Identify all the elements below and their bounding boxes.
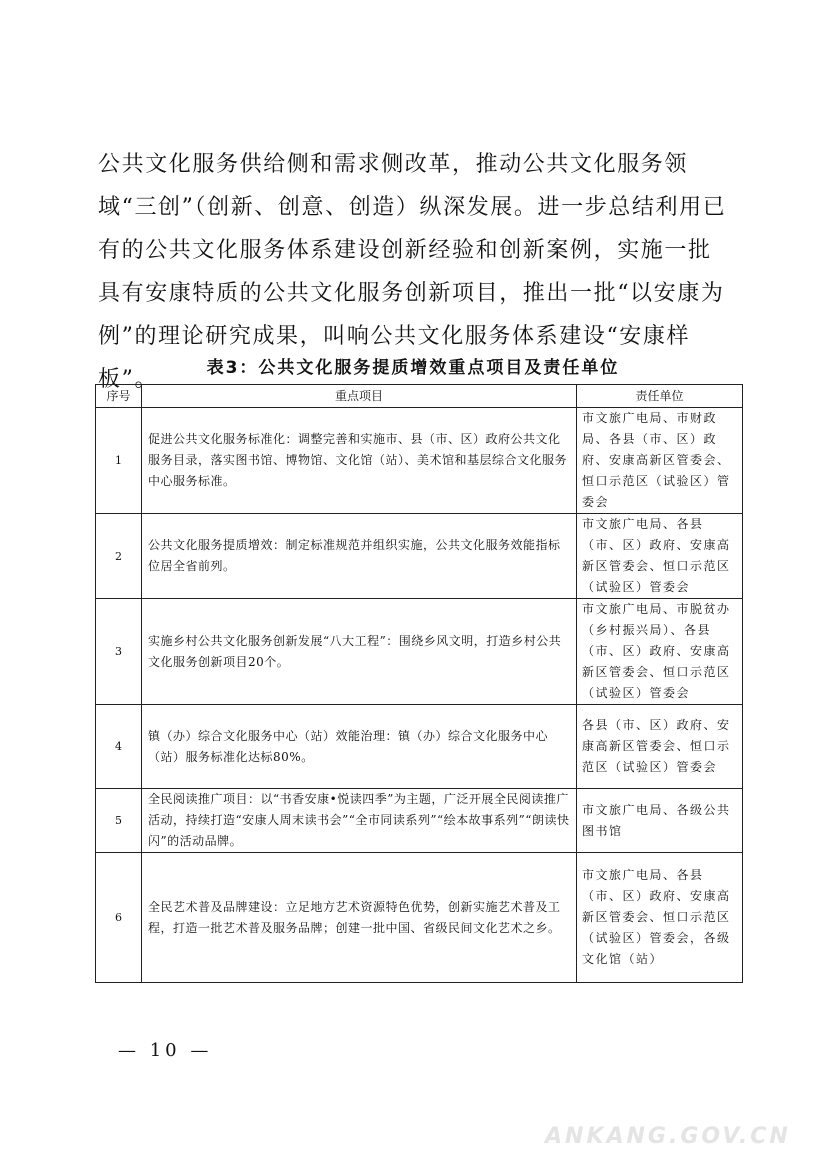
table-row [96, 408, 743, 514]
table-row [96, 599, 743, 705]
row-unit: 市文旅广电局、各县（市、区）政府、安康高新区管委会、恒口示范区（试验区）管委会 [577, 514, 743, 599]
row-number: 1 [96, 408, 142, 514]
page-number: — 10 — [118, 1040, 213, 1061]
row-item: 镇（办）综合文化服务中心（站）效能治理：镇（办）综合文化服务中心（站）服务标准化达标80%。 [142, 705, 577, 789]
table-title: 表3：公共文化服务提质增效重点项目及责任单位 [206, 358, 620, 378]
header-item: 重点项目 [142, 385, 577, 408]
table-row [96, 853, 743, 983]
table-row [96, 789, 743, 853]
row-number: 3 [96, 599, 142, 705]
row-item: 全民艺术普及品牌建设：立足地方艺术资源特色优势，创新实施艺术普及工程，打造一批艺术普及服务品牌；创建一批中国、省级民间文化艺术之乡。 [142, 853, 577, 983]
row-unit: 市文旅广电局、各级公共图书馆 [577, 789, 743, 853]
row-number: 6 [96, 853, 142, 983]
row-number: 4 [96, 705, 142, 789]
header-unit: 责任单位 [577, 385, 743, 408]
row-unit: 各县（市、区）政府、安康高新区管委会、恒口示范区（试验区）管委会 [577, 705, 743, 789]
row-number: 2 [96, 514, 142, 599]
table-header-row [96, 385, 743, 408]
row-item: 实施乡村公共文化服务创新发展“八大工程”：围绕乡风文明，打造乡村公共文化服务创新项目20个。 [142, 599, 577, 705]
row-unit: 市文旅广电局、市财政局、各县（市、区）政府、安康高新区管委会、恒口示范区（试验区）管委会 [577, 408, 743, 514]
header-no: 序号 [96, 385, 142, 408]
projects-table [95, 384, 743, 983]
site-watermark: ANKANG.GOV.CN [545, 1124, 791, 1149]
row-unit: 市文旅广电局、市脱贫办（乡村振兴局）、各县（市、区）政府、安康高新区管委会、恒口示范区（试验区）管委会 [577, 599, 743, 705]
intro-paragraph: 公共文化服务供给侧和需求侧改革，推动公共文化服务领域“三创”（创新、创意、创造）纵深发展。进一步总结利用已有的公共文化服务体系建设创新经验和创新案例，实施一批具有安康特质的公共文化服务创新项目，推出一批“以安康为例”的理论研究成果，叫响公共文化服务体系建设“安康样板”。 [98, 152, 727, 392]
row-number: 5 [96, 789, 142, 853]
row-item: 公共文化服务提质增效：制定标准规范并组织实施，公共文化服务效能指标位居全省前列。 [142, 514, 577, 599]
table-row [96, 705, 743, 789]
row-item: 全民阅读推广项目：以“书香安康•悦读四季”为主题，广泛开展全民阅读推广活动，持续打造“安康人周末读书会”“全市同读系列”“绘本故事系列”“朗读快闪”的活动品牌。 [142, 789, 577, 853]
row-item: 促进公共文化服务标准化：调整完善和实施市、县（市、区）政府公共文化服务目录，落实图书馆、博物馆、文化馆（站）、美术馆和基层综合文化服务中心服务标准。 [142, 408, 577, 514]
table-row [96, 514, 743, 599]
row-unit: 市文旅广电局、各县（市、区）政府、安康高新区管委会、恒口示范区（试验区）管委会，各级文化馆（站） [577, 853, 743, 983]
